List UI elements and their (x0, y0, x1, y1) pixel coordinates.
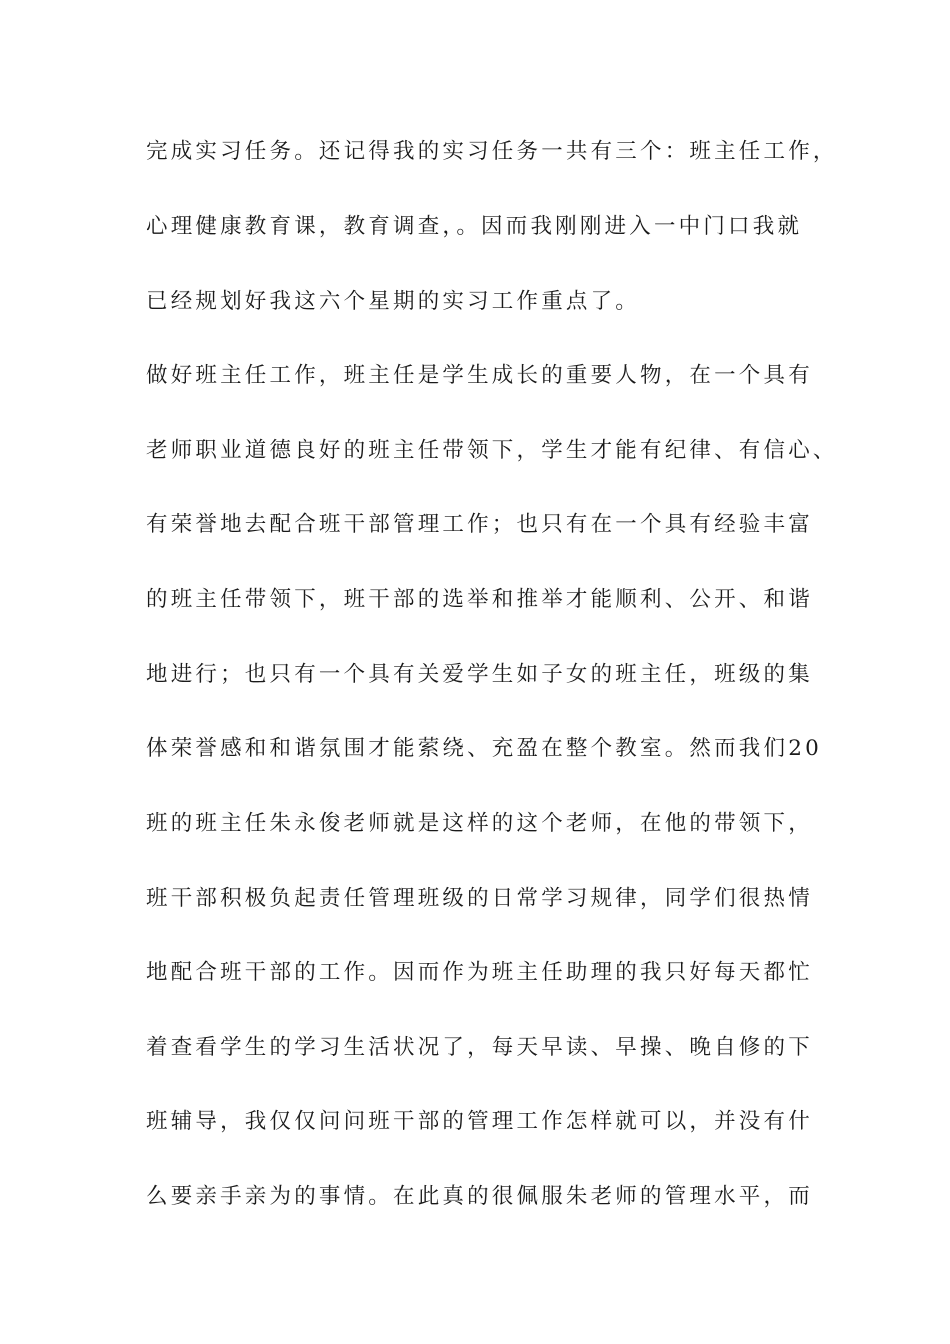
text-line-7: 的班主任带领下，班干部的选举和推举才能顺利、公开、和谐 (146, 587, 813, 612)
text-line-5: 老师职业道德良好的班主任带领下，学生才能有纪律、有信心、 (146, 438, 838, 463)
text-line-2: 心理健康教育课，教育调查，。因而我刚刚进入一中门口我就 (146, 214, 803, 239)
text-line-10: 班的班主任朱永俊老师就是这样的这个老师，在他的带领下， (146, 811, 813, 836)
text-line-6: 有荣誉地去配合班干部管理工作；也只有在一个具有经验丰富 (146, 512, 813, 537)
text-line-8: 地进行；也只有一个具有关爱学生如子女的班主任，班级的集 (146, 662, 813, 687)
text-line-14: 班辅导，我仅仅问问班干部的管理工作怎样就可以，并没有什 (146, 1109, 813, 1134)
text-line-1: 完成实习任务。还记得我的实习任务一共有三个：班主任工作， (146, 139, 838, 164)
text-line-3: 已经规划好我这六个星期的实习工作重点了。 (146, 289, 641, 314)
text-line-9: 体荣誉感和和谐氛围才能萦绕、充盈在整个教室。然而我们20 (146, 736, 822, 761)
text-line-13: 着查看学生的学习生活状况了，每天早读、早操、晚自修的下 (146, 1035, 813, 1060)
text-line-15: 么要亲手亲为的事情。在此真的很佩服朱老师的管理水平，而 (146, 1184, 813, 1209)
text-line-12: 地配合班干部的工作。因而作为班主任助理的我只好每天都忙 (146, 960, 813, 985)
text-line-11: 班干部积极负起责任管理班级的日常学习规律，同学们很热情 (146, 886, 813, 911)
text-line-4: 做好班主任工作，班主任是学生成长的重要人物，在一个具有 (146, 363, 813, 388)
